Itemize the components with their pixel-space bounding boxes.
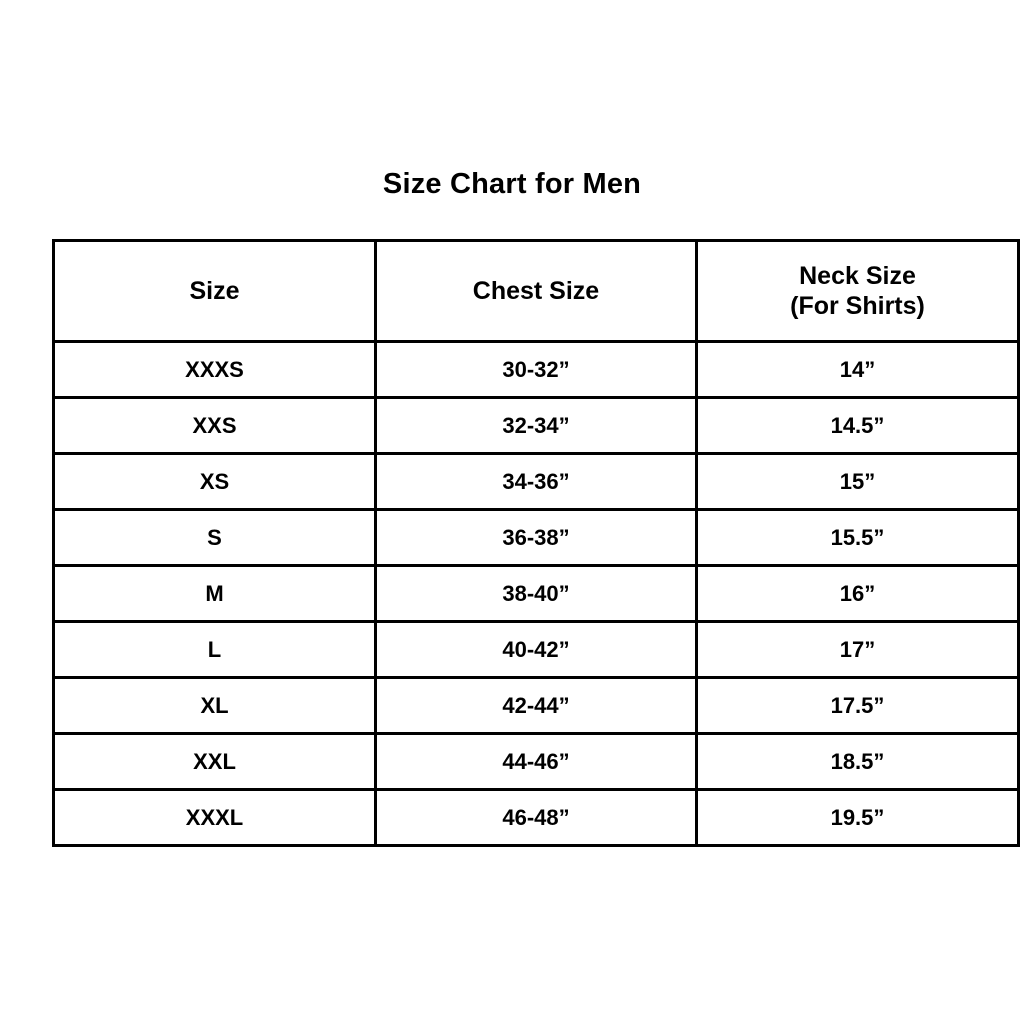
table-row	[54, 622, 1019, 678]
table-row	[54, 790, 1019, 846]
cell-chest: 46-48”	[376, 790, 697, 846]
column-header-chest-label: Chest Size	[472, 276, 600, 305]
cell-neck: 14”	[697, 342, 1019, 398]
cell-size: XXXL	[54, 790, 376, 846]
cell-neck: 19.5”	[697, 790, 1019, 846]
cell-size: M	[54, 566, 376, 622]
column-header-neck-label: Neck Size	[799, 261, 916, 290]
cell-chest: 30-32”	[376, 342, 697, 398]
table-header-row	[54, 241, 1019, 342]
cell-size: S	[54, 510, 376, 566]
table-row	[54, 678, 1019, 734]
cell-size: XL	[54, 678, 376, 734]
cell-neck: 17”	[697, 622, 1019, 678]
cell-size: XS	[54, 454, 376, 510]
table-header	[54, 241, 1019, 342]
table-body	[54, 342, 1019, 846]
cell-chest: 34-36”	[376, 454, 697, 510]
cell-neck: 16”	[697, 566, 1019, 622]
cell-size: XXL	[54, 734, 376, 790]
cell-chest: 42-44”	[376, 678, 697, 734]
cell-chest: 38-40”	[376, 566, 697, 622]
column-header-size	[54, 241, 376, 342]
cell-neck: 17.5”	[697, 678, 1019, 734]
cell-size: XXXS	[54, 342, 376, 398]
cell-chest: 40-42”	[376, 622, 697, 678]
table-row	[54, 510, 1019, 566]
cell-size: L	[54, 622, 376, 678]
cell-size: XXS	[54, 398, 376, 454]
column-header-neck	[697, 241, 1019, 342]
cell-chest: 44-46”	[376, 734, 697, 790]
column-header-size-label: Size	[189, 276, 240, 305]
cell-chest: 32-34”	[376, 398, 697, 454]
cell-chest: 36-38”	[376, 510, 697, 566]
table-row	[54, 342, 1019, 398]
table-row	[54, 566, 1019, 622]
column-header-chest	[376, 241, 697, 342]
table-row	[54, 734, 1019, 790]
cell-neck: 15”	[697, 454, 1019, 510]
column-header-neck-sublabel: (For Shirts)	[790, 292, 925, 320]
table-row	[54, 454, 1019, 510]
cell-neck: 14.5”	[697, 398, 1019, 454]
cell-neck: 15.5”	[697, 510, 1019, 566]
cell-neck: 18.5”	[697, 734, 1019, 790]
table-row	[54, 398, 1019, 454]
size-chart-table	[52, 239, 1020, 847]
page-title: Size Chart for Men	[382, 168, 642, 200]
